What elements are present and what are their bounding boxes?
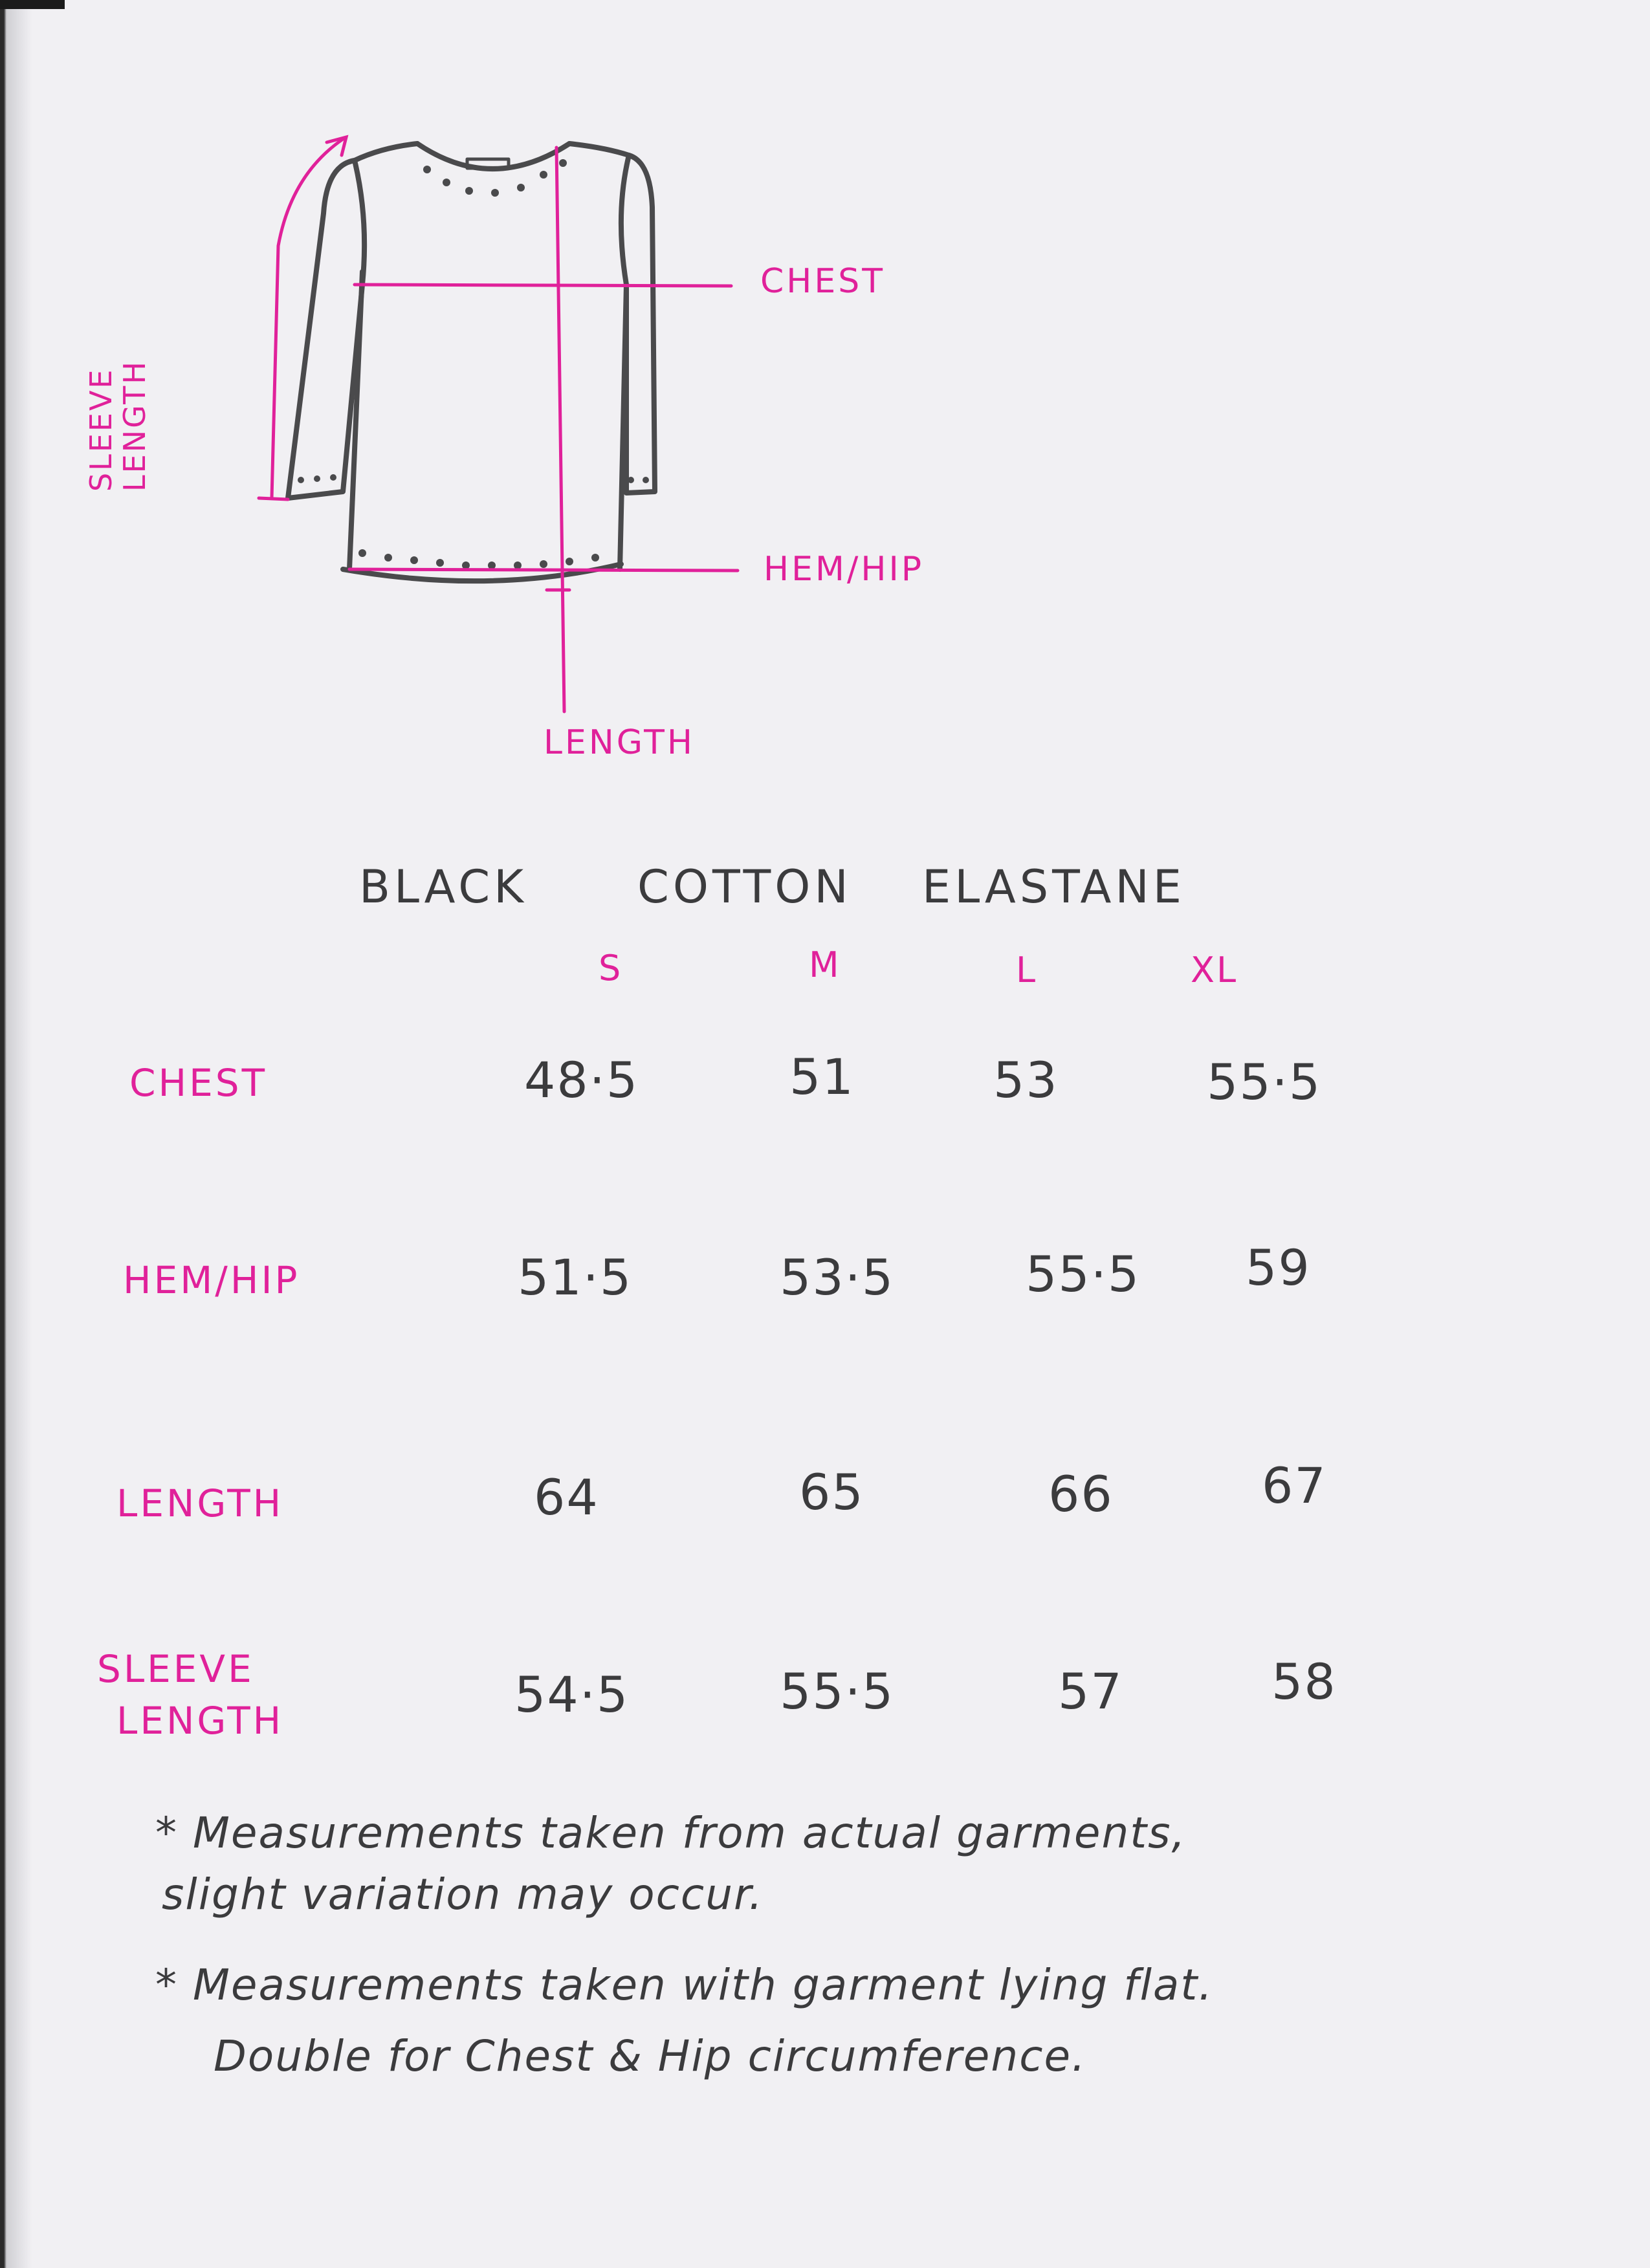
row-label-sleeve-line2: LENGTH <box>116 1699 284 1743</box>
row-label-sleeve-line1: SLEEVE <box>97 1647 254 1691</box>
right-armhole-seam <box>621 155 629 285</box>
sleeve-line <box>272 139 343 498</box>
cell-sleeve-s: 54·5 <box>514 1666 630 1723</box>
cell-chest-l: 53 <box>993 1051 1059 1109</box>
cell-chest-m: 51 <box>789 1048 855 1106</box>
diagram-label-sleeve-length <box>84 298 151 492</box>
note-1-line2: slight variation may occur. <box>162 1870 764 1919</box>
cell-sleeve-m: 55·5 <box>780 1663 895 1720</box>
note-2-line2: Double for Chest & Hip circumference. <box>214 2031 1087 2081</box>
measurement-lines <box>259 137 738 712</box>
title-word-3: ELASTANE <box>922 860 1185 913</box>
cell-chest-xl: 55·5 <box>1207 1053 1322 1111</box>
cell-hem-m: 53·5 <box>780 1248 895 1306</box>
diagram-label-chest: CHEST <box>760 262 886 301</box>
left-armhole-seam <box>355 160 364 285</box>
sleeve-label-line1: SLEEVE <box>83 367 118 492</box>
cell-hem-xl: 59 <box>1246 1239 1311 1296</box>
hem-line <box>349 569 738 571</box>
row-label-hem-hip: HEM/HIP <box>123 1258 300 1302</box>
note-1-line1: * Measurements taken from actual garments, <box>155 1808 1187 1858</box>
body-right-side <box>620 285 626 569</box>
row-label-sleeve-length <box>97 1643 283 1747</box>
diagram-label-hem-hip: HEM/HIP <box>764 550 925 589</box>
hem <box>343 564 621 581</box>
sleeve-tick <box>259 498 288 499</box>
left-sleeve <box>288 160 362 498</box>
title-word-2: COTTON <box>637 860 852 913</box>
left-shoulder <box>355 144 417 160</box>
size-header-s: S <box>599 948 623 988</box>
diagram-label-length: LENGTH <box>544 723 696 762</box>
size-header-m: M <box>809 944 841 985</box>
cell-hem-l: 55·5 <box>1026 1245 1141 1303</box>
title-word-1: BLACK <box>359 860 528 913</box>
chest-line <box>355 285 731 286</box>
cell-hem-s: 51·5 <box>518 1248 633 1306</box>
neckline <box>417 144 569 169</box>
row-label-length: LENGTH <box>116 1481 284 1525</box>
sleeve-label-line2: LENGTH <box>117 360 152 492</box>
garment-diagram <box>0 0 1100 809</box>
cell-sleeve-l: 57 <box>1058 1663 1123 1720</box>
row-label-chest: CHEST <box>129 1061 268 1105</box>
length-line <box>556 147 564 712</box>
cell-length-m: 65 <box>799 1463 864 1521</box>
right-sleeve <box>626 155 655 493</box>
neck-label <box>467 159 509 168</box>
cell-length-xl: 67 <box>1262 1457 1327 1514</box>
size-header-xl: XL <box>1191 950 1238 990</box>
cell-sleeve-xl: 58 <box>1271 1653 1337 1710</box>
cell-length-l: 66 <box>1048 1465 1114 1523</box>
size-header-l: L <box>1016 950 1038 990</box>
note-2-line1: * Measurements taken with garment lying flat. <box>155 1960 1214 2010</box>
cell-length-s: 64 <box>534 1468 599 1526</box>
cell-chest-s: 48·5 <box>524 1051 639 1109</box>
right-shoulder <box>569 144 629 155</box>
garment-outline <box>288 144 655 581</box>
